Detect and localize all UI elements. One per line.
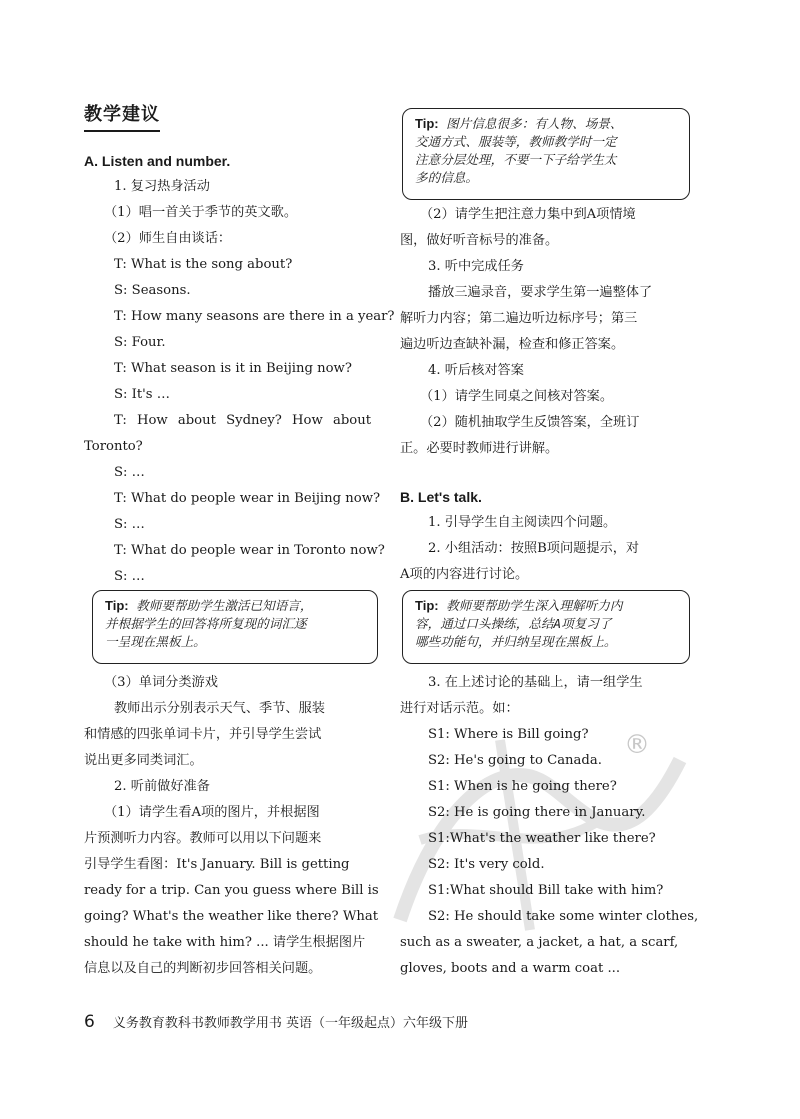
dialogue-line: T: How about Sydney? How about: [114, 413, 372, 428]
text-line: should he take with him? ... 请学生根据图片: [84, 935, 366, 950]
text-line: （2）请学生把注意力集中到A项情境: [420, 207, 636, 222]
text-line: 3. 听中完成任务: [428, 259, 524, 274]
text-line: 1. 引导学生自主阅读四个问题。: [428, 515, 617, 530]
text-line: ready for a trip. Can you guess where Bill is: [84, 883, 379, 898]
dialogue-line: S: It's …: [114, 387, 170, 402]
dialogue-line: S: Seasons.: [114, 283, 191, 298]
text-line: 图，做好听音标号的准备。: [400, 233, 559, 248]
text-line: 教师出示分别表示天气、季节、服装: [114, 701, 325, 716]
dialogue-line: T: How many seasons are there in a year?: [114, 309, 395, 324]
book-title: 义务教育教科书教师教学用书 英语（一年级起点）六年级下册: [112, 1016, 468, 1031]
dialogue-line: T: What season is it in Beijing now?: [114, 361, 352, 376]
dialogue-line: such as a sweater, a jacket, a hat, a scarf,: [400, 935, 679, 950]
text-line: going? What's the weather like there? What: [84, 909, 379, 924]
dialogue-line: T: What do people wear in Beijing now?: [114, 491, 381, 506]
tip-box: [92, 590, 378, 664]
text-line: 4. 听后核对答案: [428, 363, 524, 378]
dialogue-line: S1:What should Bill take with him?: [428, 883, 664, 898]
text-line: 和情感的四张单词卡片，并引导学生尝试: [84, 727, 322, 742]
dialogue-line: Toronto?: [84, 439, 143, 454]
text-line: 信息以及自己的判断初步回答相关问题。: [84, 961, 322, 976]
text-line: 2. 听前做好准备: [114, 779, 210, 794]
tip-label: Tip:: [105, 598, 129, 613]
text-line: 片预测听力内容。教师可以用以下问题来: [84, 831, 322, 846]
text-line: （2）师生自由谈话：: [104, 231, 232, 246]
dialogue-line: S: Four.: [114, 335, 166, 350]
dialogue-line: S: …: [114, 465, 145, 480]
page-heading: 教学建议: [84, 100, 160, 132]
text-line: （1）唱一首关于季节的英文歌。: [104, 205, 298, 220]
text-line: 1. 复习热身活动: [114, 179, 210, 194]
dialogue-line: T: What is the song about?: [114, 257, 293, 272]
dialogue-line: S2: He is going there in January.: [428, 805, 646, 820]
tip-text: 教师要帮助学生激活已知语言， 并根据学生的回答将所复现的词汇逐 一呈现在黑板上。: [105, 598, 313, 649]
text-line: 进行对话示范。如：: [400, 701, 519, 716]
registered-trademark-mark: ®: [624, 730, 650, 760]
text-line: （1）请学生同桌之间核对答案。: [420, 389, 614, 404]
dialogue-line: S2: He should take some winter clothes,: [428, 909, 699, 924]
text-line: （1）请学生看A项的图片，并根据图: [104, 805, 320, 820]
dialogue-line: S1: Where is Bill going?: [428, 727, 589, 742]
text-line: 引导学生看图：It's January. Bill is getting: [84, 857, 350, 872]
text-line: 3. 在上述讨论的基础上，请一组学生: [428, 675, 643, 690]
tip-label: Tip:: [415, 598, 439, 613]
text-line: （3）单词分类游戏: [104, 675, 218, 690]
dialogue-line: S1:What's the weather like there?: [428, 831, 656, 846]
dialogue-line: T: What do people wear in Toronto now?: [114, 543, 385, 558]
text-line: 正。必要时教师进行讲解。: [400, 441, 559, 456]
dialogue-line: gloves, boots and a warm coat ...: [400, 961, 621, 976]
tip-text: 教师要帮助学生深入理解听力内 容，通过口头操练，总结A项复习了 哪些功能句，并归纳呈现在黑板上。: [415, 598, 623, 649]
tip-label: Tip:: [415, 116, 439, 131]
tip-box: [402, 108, 690, 200]
page-number: 6: [84, 1012, 95, 1032]
dialogue-line: S2: It's very cold.: [428, 857, 545, 872]
dialogue-line: S1: When is he going there?: [428, 779, 617, 794]
text-line: 2. 小组活动：按照B项问题提示，对: [428, 541, 640, 556]
text-line: 解听力内容；第二遍边听边标序号；第三: [400, 311, 638, 326]
dialogue-line: S: …: [114, 517, 145, 532]
section-b-title: B. Let's talk.: [400, 489, 482, 505]
text-line: 遍边听边查缺补漏，检查和修正答案。: [400, 337, 625, 352]
dialogue-line: S2: He's going to Canada.: [428, 753, 602, 768]
dialogue-line: S: …: [114, 569, 145, 584]
publisher-watermark-logo: [380, 720, 700, 950]
text-line: 播放三遍录音，要求学生第一遍整体了: [428, 285, 653, 300]
text-line: （2）随机抽取学生反馈答案，全班订: [420, 415, 640, 430]
page-footer: [84, 1012, 468, 1032]
tip-box: [402, 590, 690, 664]
text-line: A项的内容进行讨论。: [400, 567, 529, 582]
section-a-title: A. Listen and number.: [84, 153, 231, 169]
text-line: 说出更多同类词汇。: [84, 753, 203, 768]
tip-text: 图片信息很多：有人物、场景、 交通方式、服装等，教师教学时一定 注意分层处理，不要一下子给学生太 多的信息。: [415, 116, 623, 185]
